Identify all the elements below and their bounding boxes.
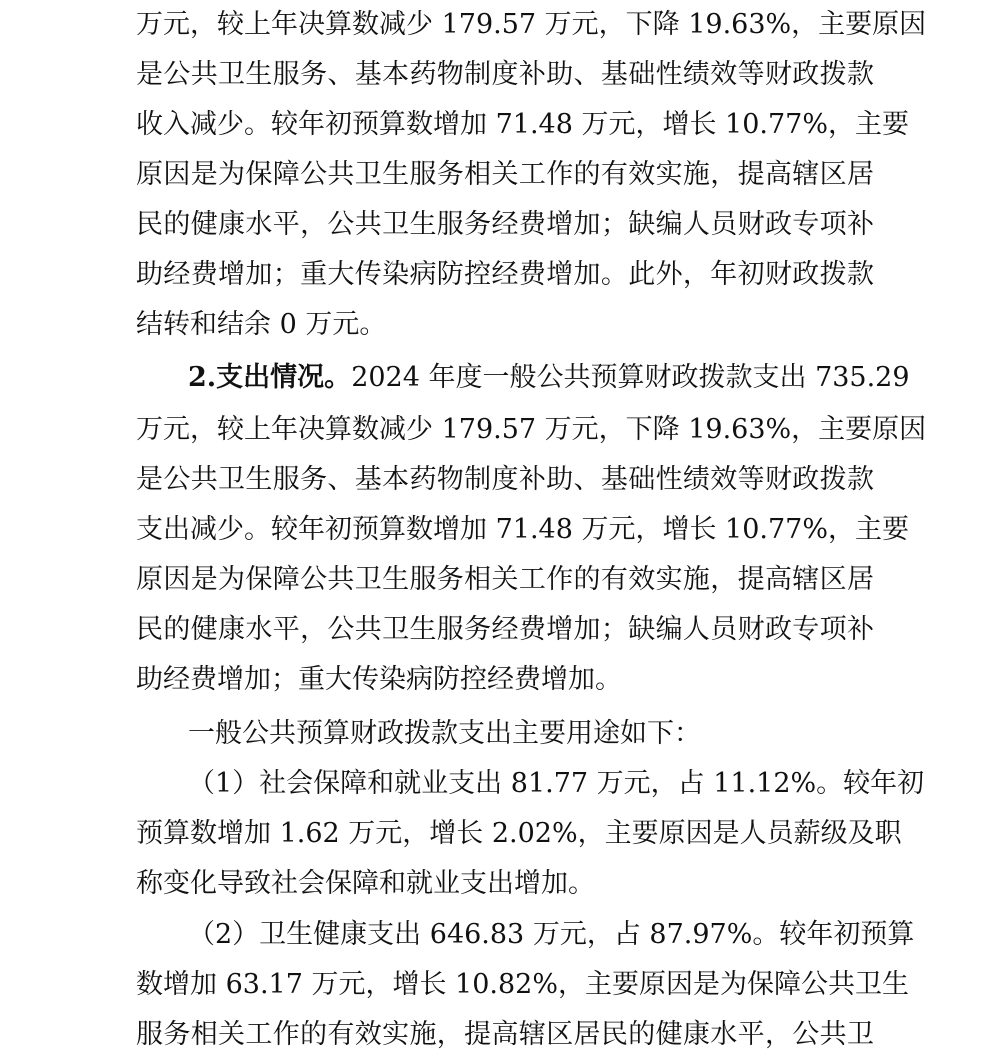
paragraph-line: 民的健康水平，公共卫生服务经费增加；缺编人员财政专项补 — [136, 209, 874, 240]
paragraph-line: 助经费增加；重大传染病防控经费增加。 — [136, 664, 622, 695]
paragraph-line: 民的健康水平，公共卫生服务经费增加；缺编人员财政专项补 — [136, 614, 874, 645]
paragraph-line: 收入减少。较年初预算数增加 71.48 万元，增长 10.77%，主要 — [136, 109, 909, 140]
paragraph-line: 支出减少。较年初预算数增加 71.48 万元，增长 10.77%，主要 — [136, 514, 909, 545]
list-item-line: （1）社会保障和就业支出 81.77 万元，占 11.12%。较年初 — [188, 768, 925, 799]
paragraph-line: 2024 年度一般公共预算财政拨款支出 735.29 — [351, 362, 910, 393]
paragraph-line: 万元，较上年决算数减少 179.57 万元，下降 19.63%，主要原因 — [136, 414, 927, 445]
paragraph-line: 原因是为保障公共卫生服务相关工作的有效实施，提高辖区居 — [136, 564, 874, 595]
paragraph-line: 结转和结余 0 万元。 — [136, 309, 387, 340]
paragraph-line: 是公共卫生服务、基本药物制度补助、基础性绩效等财政拨款 — [136, 59, 874, 90]
paragraph-line: 万元，较上年决算数减少 179.57 万元，下降 19.63%，主要原因 — [136, 9, 927, 40]
paragraph-line: 一般公共预算财政拨款支出主要用途如下： — [188, 718, 701, 749]
list-item-line: （2）卫生健康支出 646.83 万元，占 87.97%。较年初预算 — [188, 919, 915, 950]
paragraph-line: 称变化导致社会保障和就业支出增加。 — [136, 868, 595, 899]
section-heading: 2.支出情况。 — [188, 362, 352, 393]
section-heading-line — [188, 358, 910, 398]
paragraph-line: 服务相关工作的有效实施，提高辖区居民的健康水平，公共卫 — [136, 1019, 874, 1050]
paragraph-line: 原因是为保障公共卫生服务相关工作的有效实施，提高辖区居 — [136, 159, 874, 190]
paragraph-line: 预算数增加 1.62 万元，增长 2.02%，主要原因是人员薪级及职 — [136, 818, 902, 849]
paragraph-line: 是公共卫生服务、基本药物制度补助、基础性绩效等财政拨款 — [136, 464, 874, 495]
paragraph-line: 助经费增加；重大传染病防控经费增加。此外，年初财政拨款 — [136, 259, 874, 290]
paragraph-line: 数增加 63.17 万元，增长 10.82%，主要原因是为保障公共卫生 — [136, 969, 909, 1000]
